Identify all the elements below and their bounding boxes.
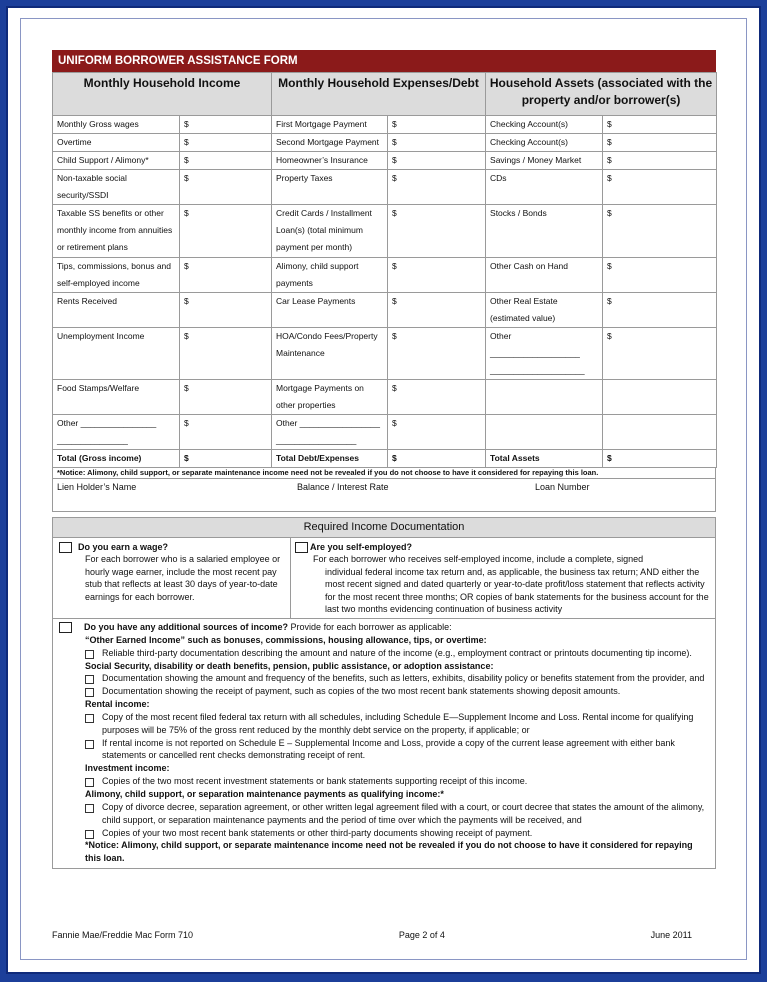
total-amount-field[interactable]: $ [180, 450, 272, 468]
amount-field[interactable]: $ [180, 293, 272, 328]
row-label: Mortgage Payments on other properties [272, 380, 388, 415]
wage-selfemployed-row [52, 538, 716, 619]
amount-field[interactable]: $ [388, 415, 486, 450]
amount-field[interactable]: $ [180, 380, 272, 415]
expenses-header: Monthly Household Expenses/Debt [272, 73, 486, 116]
table-row [53, 152, 717, 170]
amount-field[interactable]: $ [180, 258, 272, 293]
amount-field[interactable]: $ [388, 170, 486, 205]
amount-field[interactable]: $ [180, 415, 272, 450]
list-item [59, 775, 711, 788]
amount-field[interactable]: $ [180, 170, 272, 205]
amount-field[interactable]: $ [388, 116, 486, 134]
alimony-notice: *Notice: Alimony, child support, or separate maintenance income need not be revealed if you do not choose to have it considered for repaying this loan. [85, 840, 693, 864]
row-label: Food Stamps/Welfare [53, 380, 180, 415]
list-item-text: If rental income is not reported on Schedule E – Supplemental Income and Loss, provide a copy of the current lease agreement with either bank statements or cancelled rent checks demonstrating receipt of rent. [102, 737, 675, 761]
list-item [59, 827, 711, 840]
row-label: Child Support / Alimony* [53, 152, 180, 170]
row-label: Alimony, child support payments [272, 258, 388, 293]
amount-field[interactable]: $ [180, 152, 272, 170]
row-label: HOA/Condo Fees/Property Maintenance [272, 328, 388, 380]
list-item [59, 672, 711, 685]
total-amount-field[interactable]: $ [603, 450, 717, 468]
row-label: Checking Account(s) [486, 116, 603, 134]
row-label: Rents Received [53, 293, 180, 328]
row-label: Other ___________________ ____________________ [486, 328, 603, 380]
amount-field[interactable]: $ [603, 293, 717, 328]
row-label: Property Taxes [272, 170, 388, 205]
row-label: Unemployment Income [53, 328, 180, 380]
checkbox-icon[interactable] [85, 675, 94, 684]
amount-field[interactable]: $ [388, 293, 486, 328]
self-employed-question: Are you self-employed? [310, 542, 413, 552]
list-item [59, 737, 711, 763]
wage-section [53, 538, 291, 618]
row-label: Savings / Money Market [486, 152, 603, 170]
income-header: Monthly Household Income [53, 73, 272, 116]
wage-text: For each borrower who is a salaried employee or hourly wage earner, include the most recent pay stub that reflects at least 30 days of year-to-date earnings for each borrower. [85, 554, 281, 602]
wage-checkbox[interactable] [59, 542, 72, 553]
assets-header: Household Assets (associated with the property and/or borrower(s) [486, 73, 717, 116]
lien-holder-label: Lien Holder’s Name [57, 482, 137, 492]
totals-row [53, 450, 717, 468]
list-item-text: Reliable third-party documentation describing the amount and nature of the income (e.g., employment contract or printouts documenting tip income). [102, 647, 692, 658]
form-page [52, 50, 716, 869]
table-row [53, 293, 717, 328]
amount-field[interactable]: $ [388, 380, 486, 415]
other-earned-heading: “Other Earned Income” such as bonuses, commissions, housing allowance, tips, or overtime: [85, 634, 487, 645]
additional-question-tail: Provide for each borrower as applicable: [288, 622, 452, 632]
notice-top: *Notice: Alimony, child support, or separate maintenance income need not be revealed if you do not choose to have it considered for repaying this loan. [52, 468, 716, 478]
page-footer [52, 930, 692, 940]
row-label: Homeowner’s Insurance [272, 152, 388, 170]
row-label [486, 415, 603, 450]
table-row [53, 258, 717, 293]
amount-field[interactable]: $ [388, 134, 486, 152]
amount-field[interactable]: $ [388, 152, 486, 170]
table-row [53, 134, 717, 152]
row-label: Stocks / Bonds [486, 205, 603, 258]
row-label: CDs [486, 170, 603, 205]
amount-field[interactable]: $ [603, 116, 717, 134]
list-item [59, 711, 711, 737]
investment-heading: Investment income: [85, 763, 170, 774]
additional-income-checkbox[interactable] [59, 622, 72, 633]
row-label: Other ________________ _______________ [53, 415, 180, 450]
loan-number-label: Loan Number [535, 482, 590, 492]
alimony-heading: Alimony, child support, or separation maintenance payments as qualifying income:* [85, 788, 444, 799]
required-income-header: Required Income Documentation [52, 517, 716, 538]
checkbox-icon[interactable] [85, 714, 94, 723]
list-item-text: Copies of your two most recent bank statements or other third-party documents showing receipt of payment. [102, 827, 533, 838]
footer-date: June 2011 [650, 930, 692, 940]
table-row [53, 205, 717, 258]
amount-field[interactable]: $ [603, 170, 717, 205]
ss-heading: Social Security, disability or death benefits, pension, public assistance, or adoption assistance: [85, 660, 494, 671]
amount-field[interactable]: $ [180, 134, 272, 152]
total-amount-field[interactable]: $ [388, 450, 486, 468]
row-label: Other Cash on Hand [486, 258, 603, 293]
balance-interest-label: Balance / Interest Rate [297, 482, 389, 492]
self-employed-checkbox[interactable] [295, 542, 308, 553]
total-label: Total (Gross income) [53, 450, 180, 468]
list-item-text: Copy of the most recent filed federal tax return with all schedules, including Schedule E—Supplement Income and Loss. Rental income for qualifying purposes will be 75% of the gross rent reduced by the monthly debt service on the property, if applicable; or [102, 711, 694, 735]
form-title: UNIFORM BORROWER ASSISTANCE FORM [52, 50, 716, 72]
table-row [53, 116, 717, 134]
list-item [59, 685, 711, 698]
amount-field[interactable] [603, 415, 717, 450]
list-item [59, 801, 711, 827]
checkbox-icon[interactable] [85, 740, 94, 749]
list-item-text: Documentation showing the receipt of payment, such as copies of the two most recent bank statements showing deposit amounts. [102, 686, 621, 697]
row-label: Non-taxable social security/SSDI [53, 170, 180, 205]
row-label: Credit Cards / Installment Loan(s) (total minimum payment per month) [272, 205, 388, 258]
row-label: Car Lease Payments [272, 293, 388, 328]
total-label: Total Debt/Expenses [272, 450, 388, 468]
list-item-text: Copy of divorce decree, separation agreement, or other written legal agreement filed with a court, or court decree that states the amount of the alimony, child support, or separation maintenance payments and the period of time over which the payments will be received, and [102, 801, 705, 825]
additional-question: Do you have any additional sources of income? [84, 622, 289, 632]
amount-field[interactable]: $ [388, 205, 486, 258]
row-label: First Mortgage Payment [272, 116, 388, 134]
row-label: Monthly Gross wages [53, 116, 180, 134]
row-label: Overtime [53, 134, 180, 152]
rental-heading: Rental income: [85, 699, 150, 710]
amount-field[interactable]: $ [603, 258, 717, 293]
checkbox-icon[interactable] [85, 650, 94, 659]
row-label: Taxable SS benefits or other monthly income from annuities or retirement plans [53, 205, 180, 258]
amount-field[interactable]: $ [388, 258, 486, 293]
row-label: Other Real Estate (estimated value) [486, 293, 603, 328]
row-label: Tips, commissions, bonus and self-employed income [53, 258, 180, 293]
self-employed-section [291, 538, 715, 618]
wage-question: Do you earn a wage? [78, 542, 169, 552]
household-table [52, 72, 717, 468]
checkbox-icon[interactable] [85, 830, 94, 839]
table-row [53, 328, 717, 380]
amount-field[interactable]: $ [180, 205, 272, 258]
list-item-text: Documentation showing the amount and frequency of the benefits, such as letters, exhibits, disability policy or benefits statement from the provider, and [102, 673, 705, 684]
table-row [53, 380, 717, 415]
self-employed-text-1: For each borrower who receives self-employed income, include a complete, signed [313, 554, 644, 564]
checkbox-icon[interactable] [85, 778, 94, 787]
row-label: Checking Account(s) [486, 134, 603, 152]
additional-income-section [52, 619, 716, 869]
lien-holder-row [52, 478, 716, 512]
row-label: Other _________________ _________________ [272, 415, 388, 450]
footer-form-name: Fannie Mae/Freddie Mac Form 710 [52, 930, 194, 940]
amount-field[interactable] [603, 380, 717, 415]
amount-field[interactable]: $ [180, 328, 272, 380]
amount-field[interactable]: $ [603, 205, 717, 258]
total-label: Total Assets [486, 450, 603, 468]
checkbox-icon[interactable] [85, 688, 94, 697]
amount-field[interactable]: $ [388, 328, 486, 380]
list-item [59, 647, 711, 660]
amount-field[interactable]: $ [603, 134, 717, 152]
row-label [486, 380, 603, 415]
table-row [53, 415, 717, 450]
amount-field[interactable]: $ [603, 328, 717, 380]
row-label: Second Mortgage Payment [272, 134, 388, 152]
footer-page-number: Page 2 of 4 [398, 930, 445, 940]
self-employed-text-2: individual federal income tax return and, as applicable, the business tax return; AND either the most recent signed and dated quarterly or year-to-date profit/loss statement that reflects activity for the most recent three months; OR copies of bank statements for the business account for the last two months evidencing continuation of business activity [325, 566, 709, 614]
amount-field[interactable]: $ [603, 152, 717, 170]
list-item-text: Copies of the two most recent investment statements or bank statements supporting receipt of this income. [102, 776, 528, 787]
table-header-row [53, 73, 717, 116]
table-row [53, 170, 717, 205]
amount-field[interactable]: $ [180, 116, 272, 134]
checkbox-icon[interactable] [85, 804, 94, 813]
